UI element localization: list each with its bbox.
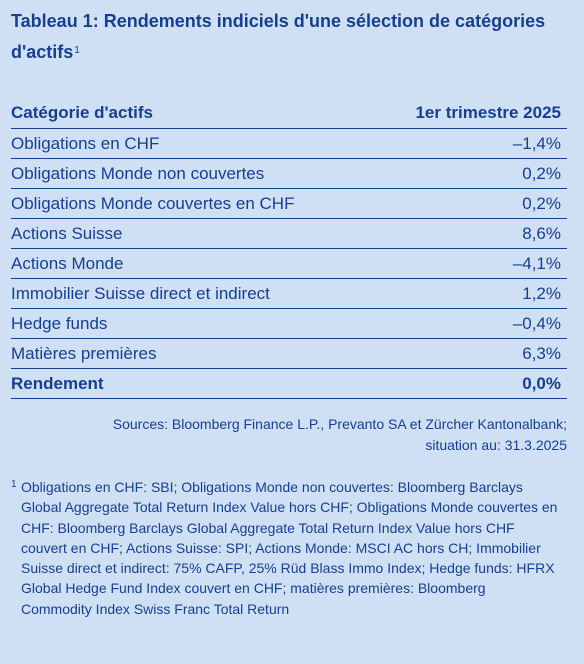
row-value: –4,1% — [373, 249, 567, 279]
table-row — [11, 129, 567, 159]
title-footnote-mark: 1 — [74, 45, 80, 56]
sources-note — [27, 414, 567, 456]
row-category: Hedge funds — [11, 309, 373, 339]
footnote-text: Obligations en CHF: SBI; Obligations Monde non couvertes: Bloomberg Barclays Global Aggregate Total Return Index Value hors CHF; Obligations Monde couvertes en CHF: Bloomberg Barclays Global Aggregate Total Return Index Value hors CHF couvert en CHF; Actions Suisse: SPI; Actions Monde: MSCI AC hors CH; Immobilier Suisse direct et indirect: 75% CAFP, 25% Rüd Blass Immo Index; Hedge funds: HFRX Global Hedge Fund Index couvert en CHF; matières premières: Bloomberg Commodity Index Swiss Franc Total Return — [21, 479, 558, 617]
sources-line-2: situation au: 31.3.2025 — [425, 437, 567, 453]
table-header-row — [11, 97, 567, 129]
row-category: Obligations en CHF — [11, 129, 373, 159]
table-row — [11, 249, 567, 279]
footnote-mark: 1 — [11, 479, 17, 490]
table-row — [11, 219, 567, 249]
table-total-row — [11, 369, 567, 399]
row-category: Actions Suisse — [11, 219, 373, 249]
title-text: Tableau 1: Rendements indiciels d'une sélection de catégories d'actifs — [11, 11, 546, 62]
sources-line-1: Sources: Bloomberg Finance L.P., Prevanto SA et Zürcher Kantonalbank; — [112, 416, 567, 432]
row-value: –0,4% — [373, 309, 567, 339]
table-row — [11, 309, 567, 339]
header-category: Catégorie d'actifs — [11, 97, 373, 129]
table-row — [11, 279, 567, 309]
page-title — [11, 6, 571, 67]
returns-table — [11, 97, 567, 399]
row-value: 8,6% — [373, 219, 567, 249]
total-label: Rendement — [11, 369, 373, 399]
header-period: 1er trimestre 2025 — [373, 97, 567, 129]
footnote — [11, 477, 559, 619]
row-value: –1,4% — [373, 129, 567, 159]
total-value: 0,0% — [373, 369, 567, 399]
row-category: Obligations Monde non couvertes — [11, 159, 373, 189]
row-category: Actions Monde — [11, 249, 373, 279]
row-category: Immobilier Suisse direct et indirect — [11, 279, 373, 309]
table-row — [11, 159, 567, 189]
table-row — [11, 189, 567, 219]
row-value: 0,2% — [373, 159, 567, 189]
table-row — [11, 339, 567, 369]
row-value: 0,2% — [373, 189, 567, 219]
row-value: 6,3% — [373, 339, 567, 369]
row-category: Matières premières — [11, 339, 373, 369]
row-value: 1,2% — [373, 279, 567, 309]
row-category: Obligations Monde couvertes en CHF — [11, 189, 373, 219]
